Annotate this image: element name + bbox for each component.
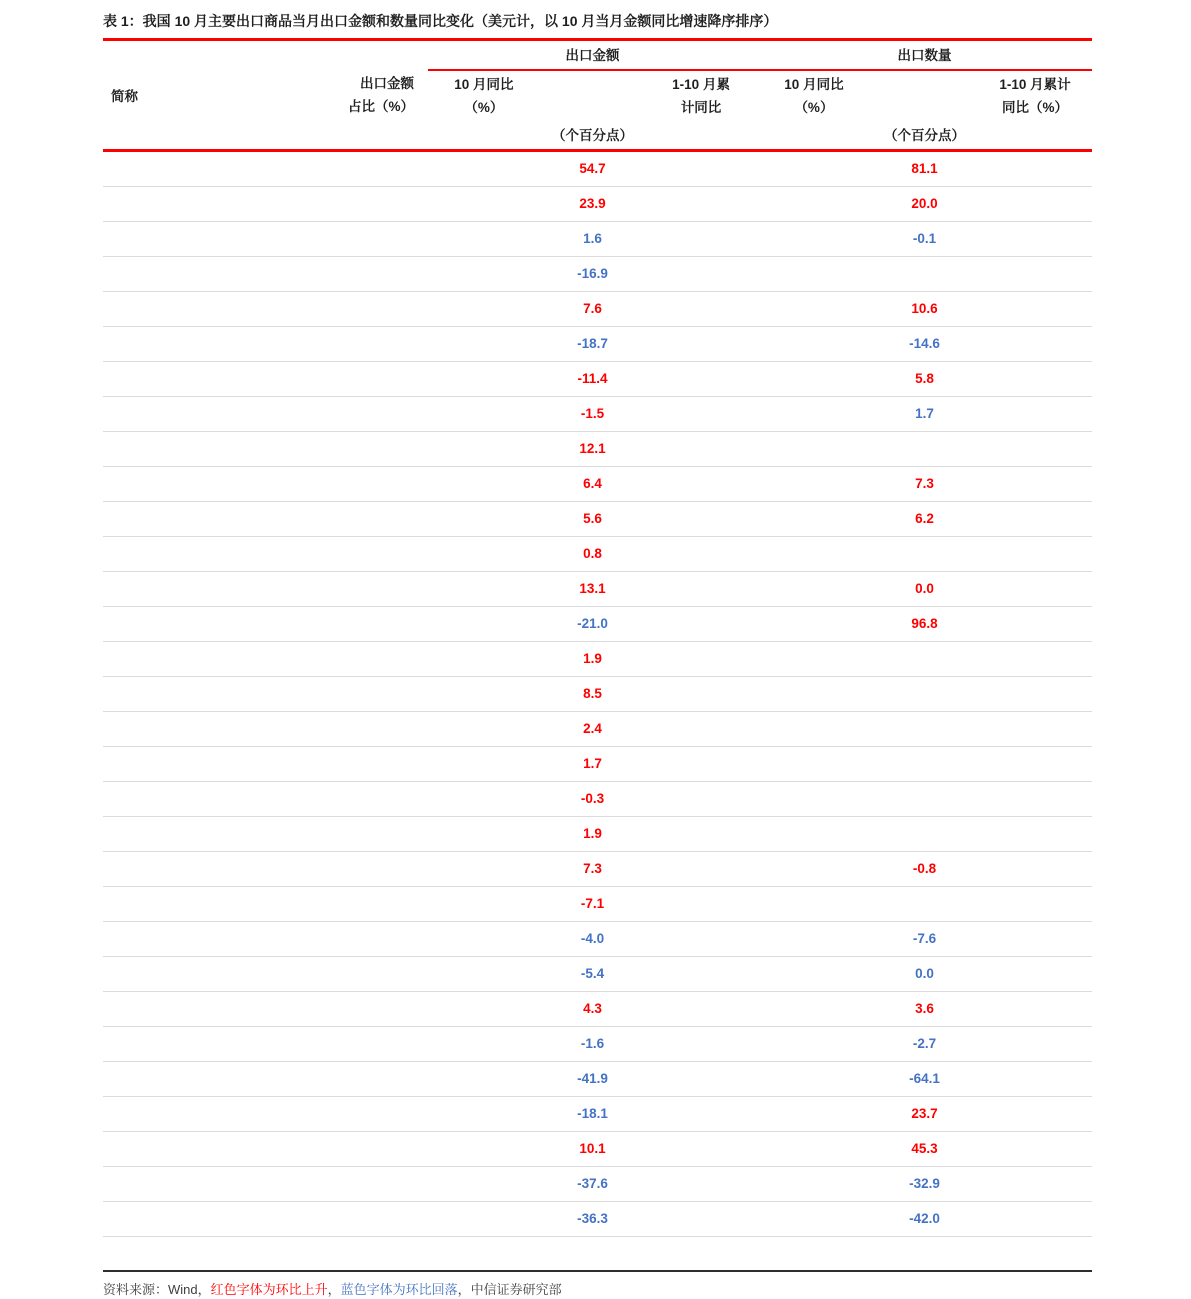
share-cell — [345, 852, 428, 886]
source-suffix: ，中信证券研究部 — [457, 1282, 562, 1297]
table-row — [103, 292, 1092, 327]
quantity-oct-yoy-cell — [757, 992, 1092, 1026]
quantity-cum-yoy-line1: 1-10 月累计 — [999, 77, 1071, 92]
table-row — [103, 327, 1092, 362]
amount-oct-yoy-cell — [428, 1167, 757, 1201]
amount-oct-yoy-value: -37.6 — [577, 1176, 608, 1191]
name-cell — [103, 852, 345, 886]
name-cell — [103, 222, 345, 256]
table-row — [103, 712, 1092, 747]
share-cell — [345, 782, 428, 816]
amount-oct-yoy-cell — [428, 642, 757, 676]
amount-oct-yoy-cell — [428, 432, 757, 466]
name-cell — [103, 537, 345, 571]
amount-cum-yoy-line1: 1-10 月累 — [672, 77, 730, 92]
amount-oct-yoy-cell — [428, 677, 757, 711]
share-cell — [345, 1202, 428, 1236]
amount-oct-yoy-line2: （%） — [464, 100, 504, 115]
amount-oct-yoy-cell — [428, 992, 757, 1026]
amount-oct-yoy-cell — [428, 1132, 757, 1166]
share-cell — [345, 957, 428, 991]
share-cell — [345, 1097, 428, 1131]
name-cell — [103, 642, 345, 676]
name-cell — [103, 607, 345, 641]
name-cell — [103, 432, 345, 466]
share-cell — [345, 922, 428, 956]
table-row — [103, 747, 1092, 782]
amount-oct-yoy-cell — [428, 712, 757, 746]
table-row — [103, 397, 1092, 432]
quantity-oct-yoy-cell — [757, 1132, 1092, 1166]
name-cell — [103, 502, 345, 536]
quantity-oct-yoy-value: 5.8 — [915, 371, 934, 386]
quantity-oct-yoy-cell — [757, 1202, 1092, 1236]
quantity-oct-yoy-cell — [757, 817, 1092, 851]
share-cell — [345, 257, 428, 291]
amount-oct-yoy-value: -11.4 — [577, 371, 608, 386]
amount-oct-yoy-value: 4.3 — [583, 1001, 602, 1016]
table-row — [103, 852, 1092, 887]
amount-oct-yoy-value: 13.1 — [579, 581, 606, 596]
amount-oct-yoy-cell — [428, 957, 757, 991]
table-title: 表 1：我国 10 月主要出口商品当月出口金额和数量同比变化（美元计，以 10 月当月金额同比增速降序排序） — [103, 0, 1092, 41]
amount-oct-yoy-cell — [428, 572, 757, 606]
amount-oct-yoy-cell — [428, 887, 757, 921]
amount-oct-yoy-cell — [428, 152, 757, 186]
quantity-oct-yoy-cell — [757, 537, 1092, 571]
table-row — [103, 1132, 1092, 1167]
table-row-empty — [103, 1237, 1092, 1272]
share-cell — [345, 1132, 428, 1166]
table-row — [103, 1062, 1092, 1097]
name-cell — [103, 887, 345, 921]
quantity-oct-yoy-value: -32.9 — [909, 1176, 940, 1191]
share-cell — [345, 992, 428, 1026]
table-row — [103, 432, 1092, 467]
quantity-oct-yoy-value: 7.3 — [915, 476, 934, 491]
table-content — [103, 0, 1092, 1299]
quantity-oct-yoy-cell — [757, 887, 1092, 921]
amount-oct-yoy-value: -41.9 — [577, 1071, 608, 1086]
share-cell — [345, 887, 428, 921]
quantity-oct-yoy-cell — [757, 257, 1092, 291]
share-cell — [345, 502, 428, 536]
amount-oct-yoy-cell — [428, 537, 757, 571]
table-row — [103, 887, 1092, 922]
quantity-oct-yoy-cell — [757, 677, 1092, 711]
quantity-oct-yoy-cell — [757, 852, 1092, 886]
amount-oct-yoy-value: 23.9 — [579, 196, 606, 211]
amount-oct-yoy-cell — [428, 1027, 757, 1061]
header-share-column — [345, 41, 428, 149]
quantity-oct-yoy-line2: （%） — [794, 100, 834, 115]
amount-pp-note: （个百分点） — [552, 128, 633, 143]
share-cell — [345, 572, 428, 606]
quantity-oct-yoy-cell — [757, 1097, 1092, 1131]
amount-oct-yoy-cell — [428, 292, 757, 326]
name-cell — [103, 747, 345, 781]
amount-oct-yoy-value: -1.6 — [580, 1036, 605, 1051]
quantity-oct-yoy-cell — [757, 572, 1092, 606]
amount-oct-yoy-cell — [428, 1202, 757, 1236]
amount-oct-yoy-value: -21.0 — [577, 616, 608, 631]
amount-oct-yoy-value: 54.7 — [579, 161, 606, 176]
group-amount-title: 出口金额 — [565, 48, 620, 63]
name-cell — [103, 1202, 345, 1236]
name-cell — [103, 152, 345, 186]
name-cell — [103, 1097, 345, 1131]
group-amount-rule — [428, 69, 757, 71]
share-cell — [345, 817, 428, 851]
amount-oct-yoy-cell — [428, 782, 757, 816]
quantity-oct-yoy-cell — [757, 152, 1092, 186]
quantity-oct-yoy-cell — [757, 1167, 1092, 1201]
name-cell — [103, 467, 345, 501]
amount-oct-yoy-cell — [428, 922, 757, 956]
quantity-oct-yoy-value: -14.6 — [909, 336, 940, 351]
amount-oct-yoy-value: 1.9 — [583, 651, 602, 666]
quantity-oct-yoy-cell — [757, 782, 1092, 816]
header-name-label: 简称 — [111, 89, 138, 104]
quantity-oct-yoy-value: 0.0 — [915, 966, 934, 981]
table-row — [103, 817, 1092, 852]
amount-oct-yoy-value: 2.4 — [583, 721, 602, 736]
header-group-export-amount — [428, 41, 757, 149]
amount-oct-yoy-value: 1.6 — [583, 231, 602, 246]
quantity-oct-yoy-cell — [757, 397, 1092, 431]
table-row — [103, 782, 1092, 817]
table-row — [103, 572, 1092, 607]
subheader-amount-cum-yoy — [645, 73, 757, 121]
subheader-quantity-cum-yoy — [978, 73, 1092, 121]
amount-oct-yoy-value: 7.6 — [583, 301, 602, 316]
amount-oct-yoy-value: -18.1 — [577, 1106, 608, 1121]
amount-oct-yoy-cell — [428, 817, 757, 851]
source-prefix: 资料来源：Wind， — [103, 1282, 211, 1297]
quantity-oct-yoy-cell — [757, 222, 1092, 256]
quantity-oct-yoy-value: -64.1 — [909, 1071, 940, 1086]
quantity-pp-note: （个百分点） — [884, 128, 965, 143]
table-row — [103, 502, 1092, 537]
amount-oct-yoy-value: 5.6 — [583, 511, 602, 526]
quantity-oct-yoy-value: -0.1 — [912, 231, 937, 246]
quantity-oct-yoy-cell — [757, 327, 1092, 361]
table-row — [103, 642, 1092, 677]
amount-cum-yoy-line2: 计同比 — [680, 100, 722, 115]
amount-oct-yoy-value: 8.5 — [583, 686, 602, 701]
name-cell — [103, 1132, 345, 1166]
header-share-line1: 出口金额 — [360, 76, 414, 91]
quantity-oct-yoy-cell — [757, 432, 1092, 466]
amount-oct-yoy-cell — [428, 852, 757, 886]
share-cell — [345, 292, 428, 326]
quantity-oct-yoy-value: 10.6 — [911, 301, 938, 316]
name-cell — [103, 187, 345, 221]
source-blue-note: 蓝色字体为环比回落 — [340, 1282, 458, 1297]
amount-oct-yoy-cell — [428, 327, 757, 361]
quantity-oct-yoy-value: 3.6 — [915, 1001, 934, 1016]
quantity-oct-yoy-value: -42.0 — [909, 1211, 940, 1226]
name-cell — [103, 712, 345, 746]
share-cell — [345, 1167, 428, 1201]
table-row — [103, 257, 1092, 292]
quantity-oct-yoy-cell — [757, 1027, 1092, 1061]
quantity-oct-yoy-cell — [757, 922, 1092, 956]
table-header — [103, 41, 1092, 152]
amount-oct-yoy-value: 12.1 — [579, 441, 606, 456]
quantity-oct-yoy-cell — [757, 642, 1092, 676]
table-row — [103, 467, 1092, 502]
quantity-oct-yoy-cell — [757, 1062, 1092, 1096]
table-row — [103, 1167, 1092, 1202]
name-cell — [103, 327, 345, 361]
group-amount-subheaders — [428, 73, 757, 121]
name-cell — [103, 1027, 345, 1061]
table-row — [103, 537, 1092, 572]
share-cell — [345, 397, 428, 431]
amount-oct-yoy-value: 10.1 — [579, 1141, 606, 1156]
amount-oct-yoy-cell — [428, 222, 757, 256]
quantity-oct-yoy-cell — [757, 292, 1092, 326]
quantity-oct-yoy-value: -7.6 — [912, 931, 937, 946]
name-cell — [103, 1167, 345, 1201]
name-cell — [103, 292, 345, 326]
amount-oct-yoy-line1: 10 月同比 — [454, 77, 514, 92]
amount-oct-yoy-cell — [428, 397, 757, 431]
subheader-amount-oct-yoy — [428, 73, 540, 121]
amount-oct-yoy-cell — [428, 257, 757, 291]
amount-oct-yoy-cell — [428, 1097, 757, 1131]
amount-oct-yoy-value: -5.4 — [580, 966, 605, 981]
subheader-quantity-oct-yoy — [757, 73, 871, 121]
table-row — [103, 957, 1092, 992]
name-cell — [103, 677, 345, 711]
table-row — [103, 1202, 1092, 1237]
source-separator: ， — [327, 1282, 341, 1297]
source-note — [103, 1281, 1092, 1299]
quantity-oct-yoy-value: 23.7 — [911, 1106, 938, 1121]
header-name-column — [103, 41, 345, 149]
source-red-note: 红色字体为环比上升 — [210, 1282, 328, 1297]
name-cell — [103, 922, 345, 956]
table-body — [103, 152, 1092, 1272]
quantity-oct-yoy-value: 96.8 — [911, 616, 938, 631]
name-cell — [103, 362, 345, 396]
quantity-oct-yoy-cell — [757, 467, 1092, 501]
quantity-oct-yoy-cell — [757, 502, 1092, 536]
quantity-oct-yoy-value: -2.7 — [912, 1036, 937, 1051]
share-cell — [345, 152, 428, 186]
table-row — [103, 677, 1092, 712]
amount-oct-yoy-value: 6.4 — [583, 476, 602, 491]
amount-oct-yoy-value: -36.3 — [577, 1211, 608, 1226]
share-cell — [345, 642, 428, 676]
quantity-oct-yoy-value: 6.2 — [915, 511, 934, 526]
name-cell — [103, 817, 345, 851]
share-cell — [345, 327, 428, 361]
table-row — [103, 1097, 1092, 1132]
share-cell — [345, 432, 428, 466]
share-cell — [345, 537, 428, 571]
amount-oct-yoy-value: 1.7 — [583, 756, 602, 771]
amount-oct-yoy-value: 7.3 — [583, 861, 602, 876]
amount-oct-yoy-cell — [428, 607, 757, 641]
share-cell — [345, 187, 428, 221]
name-cell — [103, 1062, 345, 1096]
name-cell — [103, 782, 345, 816]
quantity-oct-yoy-cell — [757, 957, 1092, 991]
share-cell — [345, 677, 428, 711]
share-cell — [345, 1027, 428, 1061]
quantity-oct-yoy-cell — [757, 712, 1092, 746]
amount-oct-yoy-value: -0.3 — [580, 791, 605, 806]
share-cell — [345, 712, 428, 746]
amount-oct-yoy-cell — [428, 747, 757, 781]
quantity-oct-yoy-cell — [757, 747, 1092, 781]
name-cell — [103, 992, 345, 1026]
share-cell — [345, 362, 428, 396]
name-cell — [103, 257, 345, 291]
share-cell — [345, 467, 428, 501]
header-group-export-quantity — [757, 41, 1092, 149]
amount-oct-yoy-value: 1.9 — [583, 826, 602, 841]
table-row — [103, 222, 1092, 257]
group-quantity-title: 出口数量 — [897, 48, 952, 63]
amount-oct-yoy-value: -16.9 — [577, 266, 608, 281]
name-cell — [103, 572, 345, 606]
group-quantity-subheaders — [757, 73, 1092, 121]
amount-oct-yoy-value: 0.8 — [583, 546, 602, 561]
table-row — [103, 992, 1092, 1027]
quantity-oct-yoy-value: 1.7 — [915, 406, 934, 421]
table-row — [103, 607, 1092, 642]
table-row — [103, 362, 1092, 397]
amount-oct-yoy-cell — [428, 467, 757, 501]
amount-oct-yoy-value: -4.0 — [580, 931, 605, 946]
amount-oct-yoy-cell — [428, 502, 757, 536]
group-quantity-rule — [757, 69, 1092, 71]
quantity-cum-yoy-line2: 同比（%） — [1002, 100, 1069, 115]
quantity-oct-yoy-cell — [757, 362, 1092, 396]
table-row — [103, 152, 1092, 187]
quantity-oct-yoy-value: 0.0 — [915, 581, 934, 596]
table-row — [103, 187, 1092, 222]
quantity-oct-yoy-value: 45.3 — [911, 1141, 938, 1156]
share-cell — [345, 747, 428, 781]
amount-oct-yoy-value: -1.5 — [580, 406, 605, 421]
quantity-oct-yoy-line1: 10 月同比 — [784, 77, 844, 92]
table-row — [103, 922, 1092, 957]
quantity-oct-yoy-value: -0.8 — [912, 861, 937, 876]
share-cell — [345, 222, 428, 256]
amount-oct-yoy-cell — [428, 1062, 757, 1096]
share-cell — [345, 607, 428, 641]
amount-oct-yoy-cell — [428, 362, 757, 396]
table-row — [103, 1027, 1092, 1062]
amount-oct-yoy-value: -18.7 — [577, 336, 608, 351]
quantity-oct-yoy-value: 20.0 — [911, 196, 938, 211]
quantity-oct-yoy-cell — [757, 607, 1092, 641]
share-cell — [345, 1062, 428, 1096]
name-cell — [103, 397, 345, 431]
name-cell — [103, 957, 345, 991]
quantity-oct-yoy-cell — [757, 187, 1092, 221]
amount-oct-yoy-cell — [428, 187, 757, 221]
amount-oct-yoy-value: -7.1 — [580, 896, 605, 911]
header-share-line2: 占比（%） — [347, 99, 414, 114]
quantity-oct-yoy-value: 81.1 — [911, 161, 938, 176]
